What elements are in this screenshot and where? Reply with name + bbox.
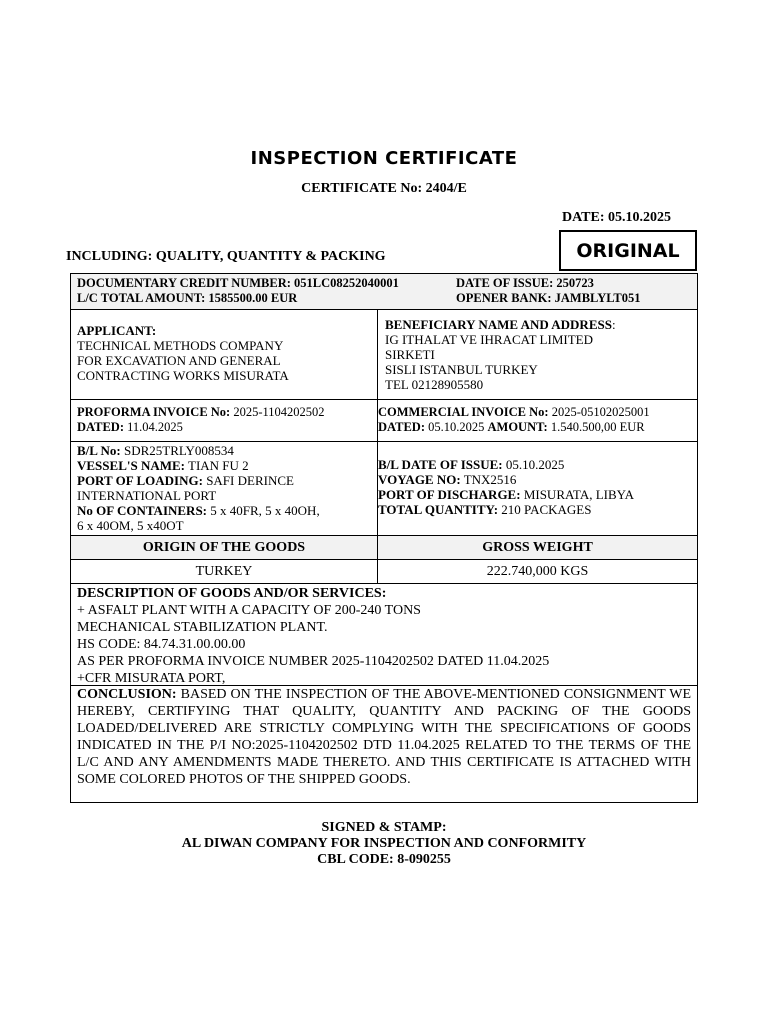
commercial-cell [378,400,697,441]
total-quantity: 210 PACKAGES [501,502,592,517]
conclusion-row [71,686,697,802]
inspection-company: AL DIWAN COMPANY FOR INSPECTION AND CONFORMITY [181,836,587,851]
beneficiary-colon: : [611,317,616,332]
signature-block [0,820,768,868]
conclusion-text: BASED ON THE INSPECTION OF THE ABOVE-MENTIONED CONSIGNMENT WE HEREBY, CERTIFYING THAT QUALITY, QUANTITY AND PACKING OF THE GOODS LOADED/DELIVERED ARE STRICTLY COMPLYING WITH THE SPECIFICATIONS OF GOODS INDICATED IN THE P/I NO:2025-1104202502 DTD 11.04.2025 RELATED TO THE TERMS OF THE L/C AND ANY AMENDMENTS MADE THERETO. AND THIS CERTIFICATE IS ATTACHED WITH SOME COLORED PHOTOS OF THE SHIPPED GOODS. [77,687,692,787]
commercial-dated: 05.10.2025 [428,420,485,434]
proforma-label: PROFORMA INVOICE No: [77,405,231,419]
port-of-discharge-label: PORT OF DISCHARGE: [378,487,521,502]
certificate-date: DATE: 05.10.2025 [562,210,672,225]
bl-date: 05.10.2025 [505,457,565,472]
parties-row [71,310,697,400]
gross-weight-value: 222.740,000 KGS [486,564,589,579]
invoices-row [71,400,697,442]
applicant-label: APPLICANT: [77,323,157,338]
shipping-right-cell [378,442,697,535]
description-line: + ASFALT PLANT WITH A CAPACITY OF 200-240 TONS [77,603,421,618]
beneficiary-line: SISLI ISTANBUL TURKEY [385,362,538,377]
original-stamp: ORIGINAL [559,230,697,271]
vessel-label: VESSEL'S NAME: [77,458,185,473]
description-line: MECHANICAL STABILIZATION PLANT. [77,620,328,635]
shipping-left-cell [71,442,378,535]
bl-date-label: B/L DATE OF ISSUE: [378,457,503,472]
lc-total-amount: L/C TOTAL AMOUNT: 1585500.00 EUR [77,291,298,305]
description-line: AS PER PROFORMA INVOICE NUMBER 2025-1104202502 DATED 11.04.2025 [77,654,550,669]
vessel-name: TIAN FU 2 [188,458,249,473]
port-of-loading-label: PORT OF LOADING: [77,473,203,488]
origin-value: TURKEY [71,560,378,583]
applicant-line: FOR EXCAVATION AND GENERAL [77,353,281,368]
commercial-number: 2025-05102025001 [551,405,650,419]
shipping-row [71,442,697,536]
port-of-discharge: MISURATA, LIBYA [523,487,635,502]
origin-header: ORIGIN OF THE GOODS [71,536,378,559]
applicant-cell [71,310,378,399]
conclusion-label: CONCLUSION: [77,687,177,702]
description-line: +CFR MISURATA PORT, [77,671,226,686]
beneficiary-label: BENEFICIARY NAME AND ADDRESS [385,317,612,332]
opener-bank: OPENER BANK: JAMBLYLT051 [456,291,641,305]
commercial-label: COMMERCIAL INVOICE No: [378,405,549,419]
gross-weight-header: GROSS WEIGHT [482,540,593,555]
description-label: DESCRIPTION OF GOODS AND/OR SERVICES: [77,586,387,601]
origin-value-row [71,560,697,584]
doc-credit-number: DOCUMENTARY CREDIT NUMBER: 051LC08252040001 [77,276,399,290]
certificate-table [70,273,698,803]
document-title: INSPECTION CERTIFICATE [250,148,518,169]
proforma-dated: 11.04.2025 [127,420,183,434]
containers: 5 x 40FR, 5 x 40OH, [210,503,320,518]
signed-stamp-label: SIGNED & STAMP: [321,820,447,835]
bl-no-label: B/L No: [77,443,121,458]
cbl-code: CBL CODE: 8-090255 [317,852,451,867]
credit-right [456,276,696,309]
beneficiary-line: IG ITHALAT VE IHRACAT LIMITED [385,332,593,347]
proforma-cell [71,400,378,441]
bl-no: SDR25TRLY008534 [123,443,234,458]
voyage-no: TNX2516 [463,472,517,487]
containers-label: No OF CONTAINERS: [77,503,208,518]
port-of-loading: SAFI DERINCE [206,473,294,488]
commercial-dated-label: DATED: [378,420,425,434]
origin-header-row [71,536,697,560]
beneficiary-line: SIRKETI [385,347,435,362]
containers-cont: 6 x 40OM, 5 x40OT [77,518,184,533]
applicant-line: TECHNICAL METHODS COMPANY [77,338,284,353]
beneficiary-cell [378,310,697,399]
proforma-dated-label: DATED: [77,420,124,434]
applicant-line: CONTRACTING WORKS MISURATA [77,368,289,383]
including-scope: INCLUDING: QUALITY, QUANTITY & PACKING [66,249,386,264]
credit-left [77,276,457,309]
commercial-amount: 1.540.500,00 EUR [550,420,645,434]
beneficiary-line: TEL 02128905580 [385,377,484,392]
description-line: HS CODE: 84.74.31.00.00.00 [77,637,246,652]
certificate-number: CERTIFICATE No: 2404/E [301,181,467,196]
credit-row [71,274,697,310]
total-quantity-label: TOTAL QUANTITY: [378,502,499,517]
description-row [71,584,697,686]
voyage-label: VOYAGE NO: [378,472,461,487]
port-of-loading-cont: INTERNATIONAL PORT [77,488,217,503]
commercial-amount-label: AMOUNT: [487,420,548,434]
date-of-issue: DATE OF ISSUE: 250723 [456,276,594,290]
description-cell [71,584,697,685]
proforma-number: 2025-1104202502 [233,405,325,419]
conclusion-cell [71,686,697,802]
